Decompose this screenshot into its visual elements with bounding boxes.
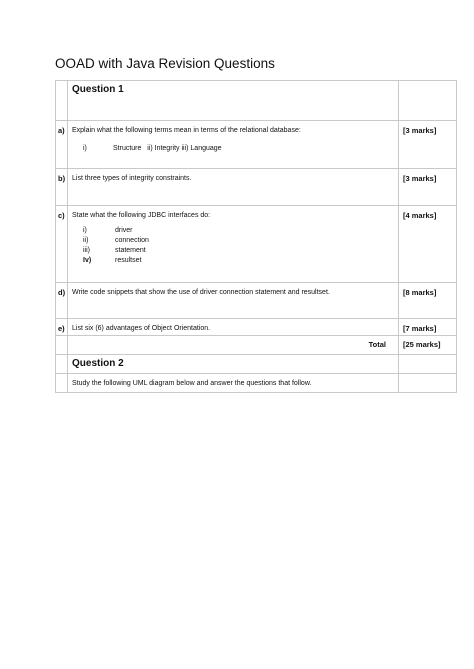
- label-cell: [56, 336, 68, 355]
- question2-text: Study the following UML diagram below and answer the questions that follow.: [68, 374, 399, 393]
- question1-heading: Question 1: [68, 81, 399, 121]
- list-item-numeral: Iv): [83, 257, 92, 264]
- question1-part-c-row: [56, 206, 457, 283]
- part-e-marks: [7 marks]: [399, 319, 457, 336]
- marks-cell: [399, 374, 457, 393]
- list-item-numeral: i): [83, 227, 87, 234]
- part-c-label: c): [56, 206, 68, 283]
- question2-header-row: [56, 355, 457, 374]
- question2-heading: Question 2: [68, 355, 399, 374]
- document-title: OOAD with Java Revision Questions: [55, 56, 275, 71]
- part-c-marks: [4 marks]: [399, 206, 457, 283]
- part-a-terms-numeral: i): [83, 145, 87, 152]
- list-item-text: resultset: [115, 257, 142, 264]
- part-e-label: e): [56, 319, 68, 336]
- question1-total-row: [56, 336, 457, 355]
- list-item: [83, 236, 398, 246]
- label-cell: [56, 81, 68, 121]
- label-cell: [56, 374, 68, 393]
- part-c-list: [83, 226, 398, 266]
- total-label: Total: [68, 336, 399, 355]
- list-item: [83, 226, 398, 236]
- marks-cell: [399, 355, 457, 374]
- part-b-label: b): [56, 169, 68, 206]
- question1-part-d-row: [56, 283, 457, 319]
- part-a-text: Explain what the following terms mean in terms of the relational database:: [72, 127, 301, 134]
- part-c-cell: [68, 206, 399, 283]
- part-a-marks: [3 marks]: [399, 121, 457, 169]
- part-a-label: a): [56, 121, 68, 169]
- part-d-label: d): [56, 283, 68, 319]
- list-item-text: driver: [115, 227, 133, 234]
- part-a-terms-text: Structure ii) Integrity iii) Language: [113, 145, 222, 152]
- part-b-text: List three types of integrity constraints.: [68, 169, 399, 206]
- list-item-text: connection: [115, 237, 149, 244]
- part-b-marks: [3 marks]: [399, 169, 457, 206]
- marks-cell: [399, 81, 457, 121]
- list-item-numeral: ii): [83, 237, 89, 244]
- question2-text-row: [56, 374, 457, 393]
- part-a-cell: [68, 121, 399, 169]
- list-item: [83, 246, 398, 256]
- list-item: [83, 256, 398, 266]
- question1-header-row: [56, 81, 457, 121]
- list-item-numeral: iii): [83, 247, 90, 254]
- part-d-marks: [8 marks]: [399, 283, 457, 319]
- label-cell: [56, 355, 68, 374]
- list-item-text: statement: [115, 247, 146, 254]
- part-e-text: List six (6) advantages of Object Orientation.: [68, 319, 399, 336]
- part-c-text: State what the following JDBC interfaces do:: [72, 212, 211, 219]
- total-marks: [25 marks]: [399, 336, 457, 355]
- question1-part-b-row: [56, 169, 457, 206]
- part-a-terms: [83, 144, 398, 153]
- question1-part-a-row: [56, 121, 457, 169]
- part-d-text: Write code snippets that show the use of driver connection statement and resultset.: [68, 283, 399, 319]
- question1-part-e-row: [56, 319, 457, 336]
- questions-table: [55, 80, 457, 393]
